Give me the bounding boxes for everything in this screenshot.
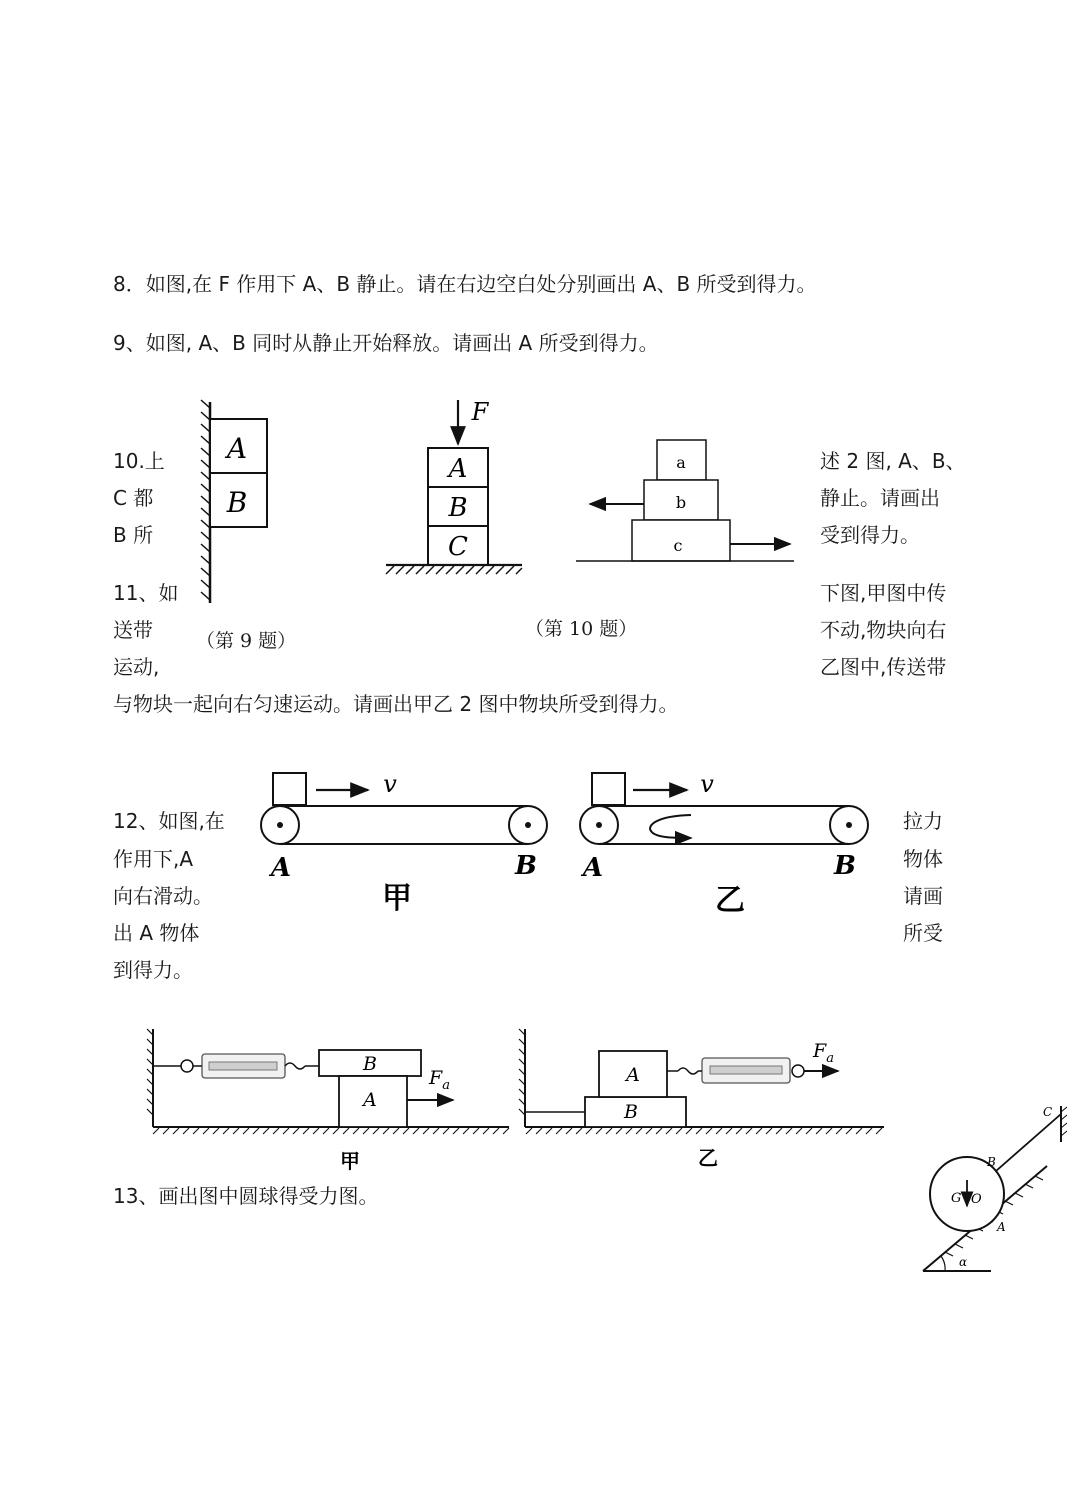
force-subscript: a — [442, 1078, 450, 1093]
force-symbol: F — [429, 1067, 443, 1089]
question-12-right-1: 拉力 — [903, 809, 943, 833]
figure-12-spring-yi — [518, 1025, 890, 1175]
block-label-b: B — [226, 486, 248, 519]
question-10-left-1: 10.上 — [113, 449, 165, 473]
question-11-left-2: 送带 — [113, 618, 153, 642]
figure-label-jia: 甲 — [382, 881, 412, 916]
figure-10-blocks-abc — [576, 436, 796, 566]
force-label-f: F — [471, 398, 489, 426]
angle-label-alpha: α — [959, 1255, 968, 1269]
speed-label-v: v — [383, 770, 397, 798]
question-12-left-5: 到得力。 — [113, 958, 193, 982]
label-b: B — [987, 1155, 996, 1169]
question-8: 8．如图,在 F 作用下 A、B 静止。请在右边空白处分别画出 A、B 所受到得力。 — [113, 272, 817, 296]
block-label-a: a — [676, 453, 686, 472]
question-11-right-2: 不动,物块向右 — [820, 618, 947, 642]
caption-figure-9: （第 9 题） — [196, 630, 297, 652]
caption-figure-10: （第 10 题） — [525, 618, 638, 640]
force-label-fa — [812, 1040, 834, 1066]
question-9: 9、如图, A、B 同时从静止开始释放。请画出 A 所受到得力。 — [113, 331, 659, 355]
block-label-b: b — [675, 493, 687, 512]
question-10-left-2: C 都 — [113, 486, 154, 510]
figure-10-stack-abc — [382, 396, 527, 581]
block-label-c: c — [673, 536, 683, 555]
block-label-a: A — [448, 454, 468, 484]
figure-label-jia: 甲 — [340, 1149, 360, 1173]
block-label-c: C — [448, 532, 468, 562]
question-11-right-1: 下图,甲图中传 — [820, 581, 947, 605]
figure-label-yi: 乙 — [715, 883, 745, 918]
label-g: G — [951, 1191, 962, 1206]
question-11-full-line: 与物块一起向右匀速运动。请画出甲乙 2 图中物块所受到得力。 — [113, 692, 679, 716]
figure-9-wall-blocks — [190, 398, 280, 608]
force-subscript: a — [826, 1051, 834, 1066]
question-11-left-1: 11、如 — [113, 581, 179, 605]
question-11-right-3: 乙图中,传送带 — [820, 655, 947, 679]
block-label-a: A — [226, 432, 248, 465]
question-12-right-3: 请画 — [903, 884, 943, 908]
label-o: O — [971, 1192, 982, 1207]
label-a: A — [997, 1220, 1006, 1234]
figure-11-conveyor-yi — [575, 768, 875, 918]
block-label-b: B — [363, 1053, 377, 1075]
figure-label-yi: 乙 — [698, 1146, 718, 1170]
question-10-right-2: 静止。请画出 — [820, 486, 940, 510]
question-13: 13、画出图中圆球得受力图。 — [113, 1184, 379, 1208]
question-12-left-3: 向右滑动。 — [113, 884, 213, 908]
block-label-b: B — [624, 1101, 638, 1123]
block-label-a: A — [626, 1064, 640, 1086]
figure-13-ball-incline — [915, 1100, 1070, 1280]
label-c: C — [1043, 1105, 1053, 1119]
pulley-label-a: A — [582, 853, 604, 883]
question-12-left-4: 出 A 物体 — [113, 921, 200, 945]
force-symbol: F — [813, 1040, 827, 1062]
speed-label-v: v — [700, 770, 714, 798]
figure-12-spring-jia — [145, 1025, 515, 1175]
question-10-left-3: B 所 — [113, 523, 154, 547]
question-12-left-2: 作用下,A — [113, 847, 194, 871]
question-10-right-3: 受到得力。 — [820, 523, 920, 547]
question-10-right-1: 述 2 图, A、B、 — [820, 449, 966, 473]
force-label-fa — [428, 1067, 450, 1093]
block-label-a: A — [363, 1089, 377, 1111]
figure-11-conveyor-jia — [256, 768, 556, 918]
pulley-label-a: A — [270, 853, 292, 883]
question-11-left-3: 运动, — [113, 655, 160, 679]
question-12-left-1: 12、如图,在 — [113, 809, 225, 833]
question-12-right-4: 所受 — [903, 921, 943, 945]
question-12-right-2: 物体 — [903, 847, 943, 871]
pulley-label-b: B — [515, 851, 537, 881]
pulley-label-b: B — [834, 851, 856, 881]
block-label-b: B — [448, 493, 468, 523]
